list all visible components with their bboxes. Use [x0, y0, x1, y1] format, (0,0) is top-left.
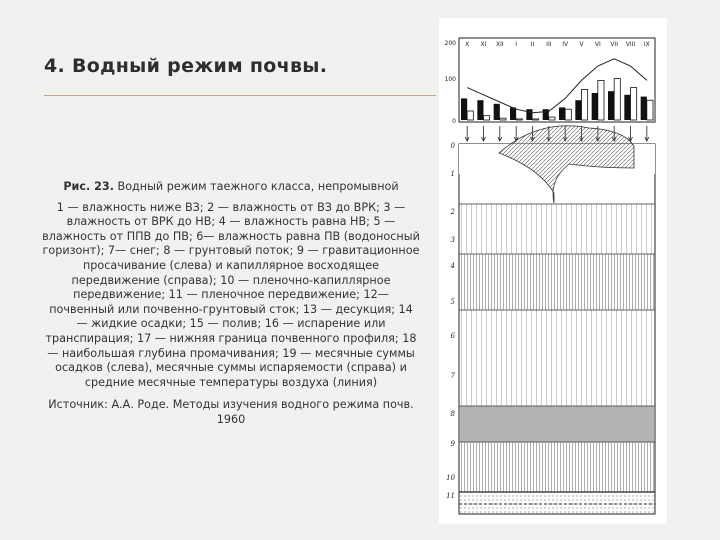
evaporation-bar	[582, 89, 588, 120]
layer-number-label: 2	[450, 208, 455, 216]
water-regime-figure	[439, 18, 667, 524]
precipitation-bar	[494, 104, 500, 120]
y-tick-label: 0	[452, 118, 456, 125]
precipitation-bar	[543, 109, 549, 120]
month-label: IV	[562, 41, 569, 48]
figure-title: Водный режим таежного класса, непромывной	[117, 180, 399, 193]
layer-9	[460, 406, 654, 442]
evaporation-bar	[631, 88, 637, 120]
slide-title: 4. Водный режим почвы.	[44, 55, 328, 77]
y-tick-label: 100	[444, 76, 456, 83]
month-label: VI	[594, 41, 601, 48]
layer-number-label: 9	[450, 440, 455, 448]
layer-number-label: 5	[450, 298, 455, 306]
layer-number-label: 3	[450, 236, 455, 244]
precipitation-bar	[559, 107, 565, 120]
layer-11	[460, 492, 654, 514]
layer-number-label: 11	[446, 492, 455, 500]
month-label: IX	[643, 41, 650, 48]
evaporation-bar	[565, 109, 571, 120]
precipitation-bar	[526, 109, 532, 120]
layer-number-label: 1	[450, 170, 455, 178]
layer-number-label: 8	[450, 410, 455, 418]
precipitation-bar	[608, 91, 614, 120]
month-label: XI	[480, 41, 487, 48]
month-label: VII	[610, 41, 618, 48]
figure-caption	[42, 180, 420, 428]
evaporation-bar	[516, 119, 522, 120]
evaporation-bar	[467, 111, 473, 120]
layer-number-label: 10	[446, 474, 455, 482]
precipitation-bar	[624, 95, 630, 120]
precipitation-bar	[477, 100, 483, 120]
evaporation-bar	[533, 119, 539, 120]
layer-number-label: 7	[450, 372, 455, 380]
evaporation-bar	[614, 79, 620, 120]
month-label: III	[546, 41, 552, 48]
layer-3-4	[460, 254, 654, 310]
month-label: VIII	[625, 41, 636, 48]
evaporation-bar	[500, 118, 506, 120]
water-regime-diagram	[439, 18, 667, 524]
layer-number-label: 6	[450, 332, 455, 340]
precipitation-bar	[592, 93, 598, 120]
figure-label: Рис. 23.	[63, 180, 114, 193]
month-label: I	[515, 41, 518, 48]
evaporation-bar	[549, 117, 555, 120]
layer-10	[460, 442, 654, 492]
precipitation-bar	[575, 100, 581, 120]
month-label: V	[579, 41, 584, 48]
layer-number-label: 0	[450, 142, 455, 150]
layer-5-8	[460, 310, 654, 406]
precipitation-bar	[641, 97, 647, 120]
title-divider	[44, 95, 436, 96]
evaporation-bar	[484, 116, 490, 120]
evaporation-bar	[647, 100, 653, 120]
layer-2	[460, 204, 654, 254]
caption-heading	[42, 180, 420, 195]
layer-number-label: 4	[450, 262, 455, 270]
legend-text: 1 — влажность ниже ВЗ; 2 — влажность от ВЗ до ВРК; 3 — влажность от ВРК до НВ; 4 — влажность равна НВ; 5 — влажность от ППВ до ПВ; 6— влажность равна ПВ (водоносный горизонт); 7— снег; 8 — грунтовый поток; 9 — гравитационное просачивание (слева) и капиллярное восходящее передвижение (справа); 10 — пленочно-капиллярное передвижение; 11 — пленочное передвижение; 12— почвенный или почвенно-грунтовый сток; 13 — десукция; 14 — жидкие осадки; 15 — полив; 16 — испарение или транспирация; 17 — нижняя граница почвенного профиля; 18 — наибольшая глубина промачивания; 19 — месячные суммы осадков (слева), месячные суммы испаряемости (справа) и средние месячные температуры воздуха (линия)	[42, 200, 420, 389]
precipitation-bar	[461, 98, 467, 120]
month-label: II	[530, 41, 535, 48]
evaporation-bar	[598, 80, 604, 120]
y-tick-label: 200	[444, 40, 456, 47]
month-label: XII	[496, 41, 504, 48]
month-label: X	[465, 41, 470, 48]
source-citation: Источник: А.А. Роде. Методы изучения водного режима почв. 1960	[48, 398, 414, 426]
